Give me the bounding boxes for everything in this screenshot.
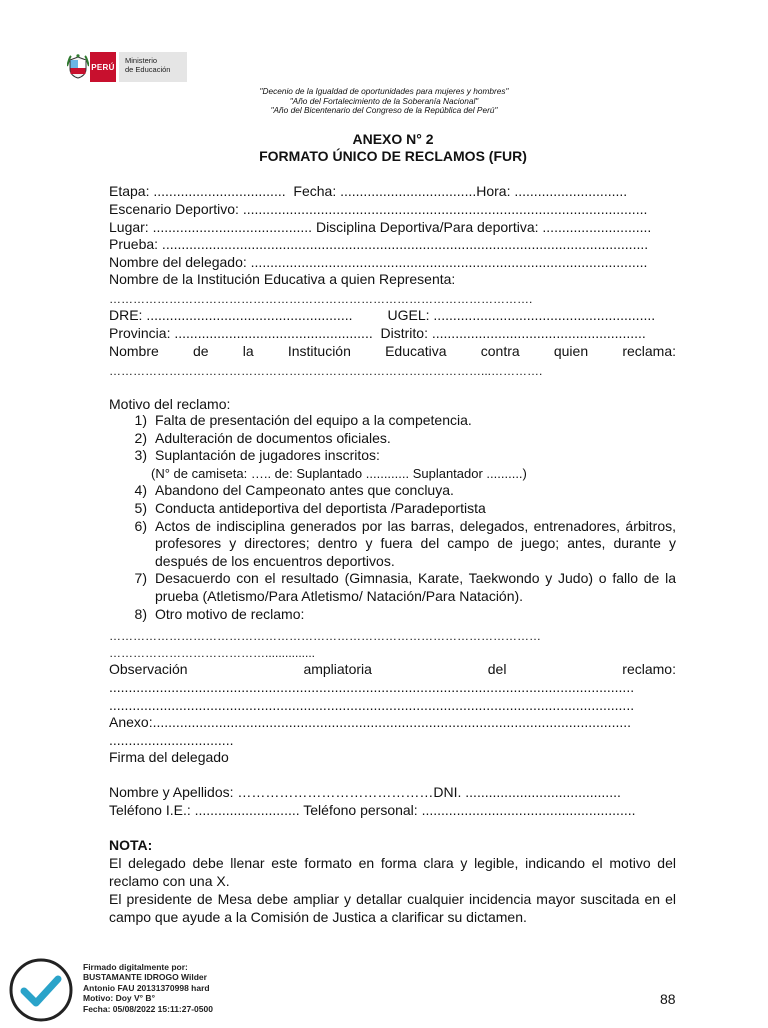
contra-word: reclama:	[622, 343, 676, 359]
motivo-list	[109, 412, 676, 623]
decenio-line-1: "Decenio de la Igualdad de oportunidades para mujeres y hombres"	[259, 86, 509, 96]
dre-field[interactable]: DRE: .....................................................	[109, 307, 353, 323]
decenio-line-2: "Año del Fortalecimiento de la Soberanía Nacional"	[289, 95, 479, 106]
motivo-text: Desacuerdo con el resultado (Gimnasia, Karate, Taekwondo y Judo) o fallo de la prueba (Atletismo/Para Atletismo/ Natación/Para Natación).	[155, 570, 676, 604]
contra-word: Educativa	[385, 343, 447, 359]
motivo-text: Actos de indisciplina generados por las barras, delegados, entrenadores, árbitros, profesores y directores; dentro y fuera del campo de juego; antes, durante y después de los encuentros deportivos.	[155, 517, 676, 569]
disciplina-field[interactable]: Disciplina Deportiva/Para deportiva: ............................	[315, 219, 652, 235]
signature-line: Antonio FAU 20131370998 hard	[83, 982, 210, 993]
dre-ugel-row	[109, 306, 676, 324]
observacion-word: ampliatoria	[303, 661, 372, 677]
nota-heading: NOTA:	[109, 837, 153, 853]
motivo-number: 4)	[134, 482, 147, 499]
delegado-field[interactable]: Nombre del delegado: ......................................................................................................	[109, 254, 648, 270]
signature-line: Motivo: Doy V° B°	[83, 993, 155, 1004]
anexo-field[interactable]: Anexo:...........................................................................................................................	[109, 714, 632, 730]
observacion-word: reclamo:	[622, 661, 676, 677]
contra-word: Institución	[287, 343, 351, 359]
contra-dots[interactable]: …………………………………………………………………………………...………….	[109, 364, 543, 378]
etapa-field[interactable]: Etapa: ..................................	[109, 183, 286, 199]
ministry-name	[119, 52, 187, 82]
digital-signature-text	[83, 962, 213, 1014]
contra-word: de	[192, 343, 209, 359]
telefonos-field[interactable]: Teléfono I.E.: ........................... Teléfono personal: .......................................................	[109, 802, 636, 818]
motivo-number: 5)	[134, 499, 147, 516]
observacion-dots-2[interactable]: .......................................................................................................................................	[109, 697, 635, 713]
contra-word: la	[242, 343, 254, 359]
otro-dots-2[interactable]: …………………………………...............	[109, 646, 316, 660]
institucion-dots[interactable]: …………………………………………………………………………………………….	[109, 292, 533, 306]
provincia-distrito-row	[109, 324, 676, 342]
motivo-number: 7)	[134, 570, 147, 587]
motivo-item[interactable]	[109, 606, 676, 624]
contra-word: Nombre	[109, 343, 159, 359]
page-number: 88	[660, 991, 676, 1007]
ministry-logo	[66, 52, 187, 82]
lugar-field[interactable]: Lugar: .........................................	[109, 219, 313, 235]
ministry-line-2: de Educación	[125, 65, 171, 74]
motivo-item[interactable]	[109, 518, 676, 571]
decenio-line-3: "Año del Bicentenario del Congreso de la República del Perú"	[270, 105, 498, 115]
motivo-item[interactable]	[109, 570, 676, 605]
provincia-field[interactable]: Provincia: ...................................................	[109, 325, 373, 341]
observacion-label	[109, 660, 676, 678]
nota-paragraph-2: El presidente de Mesa debe ampliar y detallar cualquier incidencia mayor suscitada en el campo que ayude a la Comisión de Justica a clarificar su dictamen.	[109, 891, 676, 925]
institucion-label: Nombre de la Institución Educativa a quien Representa:	[109, 271, 456, 287]
motivo-number: 3)	[134, 447, 147, 464]
camiseta-row[interactable]	[109, 465, 676, 483]
escenario-field[interactable]: Escenario Deportivo: ........................................................................................................	[109, 201, 648, 217]
lugar-disciplina-row	[109, 218, 676, 236]
coat-of-arms-icon	[66, 52, 90, 82]
contra-word: contra	[480, 343, 520, 359]
motivo-text: Falta de presentación del equipo a la competencia.	[155, 412, 472, 428]
motivo-text: Suplantación de jugadores inscritos:	[155, 447, 380, 464]
motivo-number: 8)	[134, 605, 147, 622]
peru-label: PERÚ	[90, 52, 116, 82]
fecha-field[interactable]: Fecha: ...................................	[293, 183, 477, 199]
prueba-field[interactable]: Prueba: .............................................................................................................................	[109, 236, 649, 252]
motivo-number: 1)	[134, 412, 147, 428]
etapa-fecha-hora-row	[109, 182, 676, 200]
motivo-item[interactable]	[109, 412, 676, 430]
hora-field[interactable]: Hora: .............................	[476, 183, 628, 199]
motivo-heading: Motivo del reclamo:	[109, 396, 231, 412]
nombre-dni-field[interactable]: Nombre y Apellidos: ……………………………………DNI. ........................................	[109, 784, 621, 800]
firma-dots[interactable]: ................................	[109, 732, 234, 748]
motivo-number: 6)	[134, 517, 147, 534]
signature-line: BUSTAMANTE IDROGO Wilder	[83, 972, 207, 983]
ministry-line-1: Ministerio	[125, 56, 158, 65]
observacion-word: Observación	[109, 661, 188, 677]
ugel-field[interactable]: UGEL: .........................................................	[387, 307, 656, 323]
observacion-dots-1[interactable]: .......................................................................................................................................	[109, 679, 635, 695]
nota-paragraph-1: El delegado debe llenar este formato en forma clara y legible, indicando el motivo del reclamo con una X.	[109, 855, 676, 889]
motivo-item[interactable]	[109, 482, 676, 500]
motivo-number: 2)	[134, 429, 147, 446]
motivo-item[interactable]	[109, 430, 676, 448]
signature-line: Firmado digitalmente por:	[83, 962, 188, 972]
distrito-field[interactable]: Distrito: .......................................................	[380, 325, 646, 341]
motivo-text: Adulteración de documentos oficiales.	[155, 429, 391, 446]
motivo-text: Otro motivo de reclamo:	[155, 605, 305, 622]
annex-title: ANEXO N° 2	[352, 131, 434, 147]
contra-label	[109, 342, 676, 360]
decenio-block	[0, 87, 768, 116]
motivo-item[interactable]	[109, 447, 676, 465]
motivo-text: Abandono del Campeonato antes que concluya.	[155, 482, 454, 499]
digital-signature-check-icon	[8, 957, 74, 1023]
camiseta-text: (N° de camiseta: ….. de: Suplantado ............ Suplantador ..........)	[151, 465, 527, 481]
signature-line: Fecha: 05/08/2022 15:11:27-0500	[83, 1003, 213, 1014]
motivo-text: Conducta antideportiva del deportista /Paradeportista	[155, 499, 486, 516]
contra-word: quien	[553, 343, 589, 359]
form-title: FORMATO ÚNICO DE RECLAMOS (FUR)	[259, 148, 527, 164]
observacion-word: del	[487, 661, 507, 677]
otro-dots-1[interactable]: ………………………………………………………………………………………………	[109, 629, 541, 643]
motivo-item[interactable]	[109, 500, 676, 518]
firma-label: Firma del delegado	[109, 749, 229, 765]
